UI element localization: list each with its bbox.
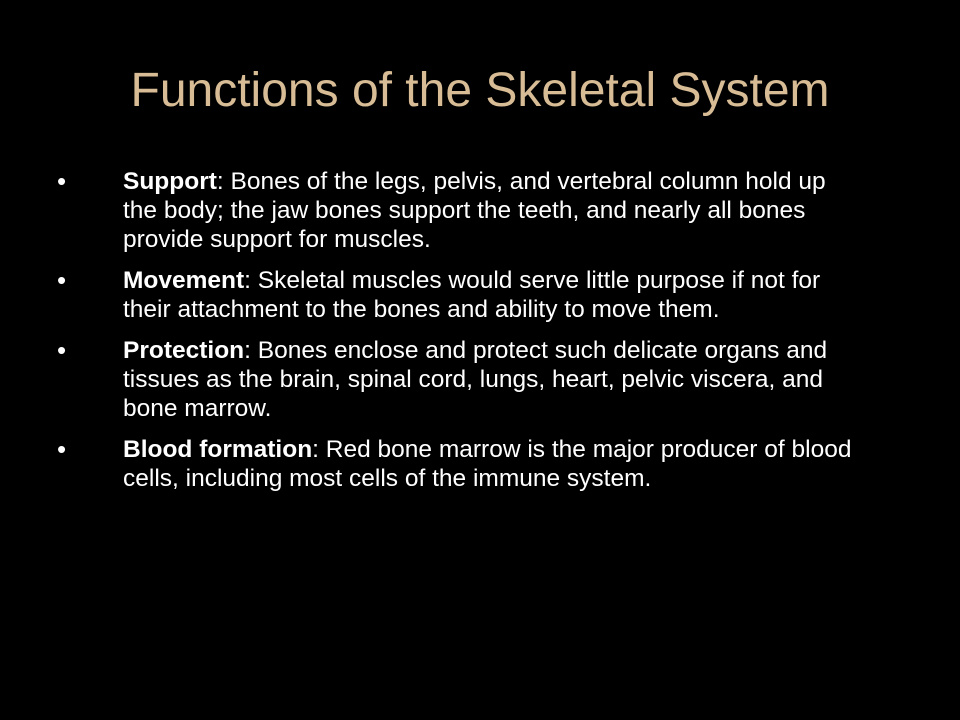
bullet-text — [123, 336, 863, 423]
bullet-term: Movement — [123, 267, 245, 294]
bullet-text — [123, 435, 863, 493]
bullet-text — [123, 167, 863, 254]
bullet-item-support — [0, 167, 960, 254]
bullet-description: : Bones enclose and protect such delicate organs and tissues as the brain, spinal cord, lungs, heart, pelvic viscera, and bone marrow. — [123, 337, 828, 422]
bullet-item-movement — [0, 266, 960, 324]
bullet-description: : Red bone marrow is the major producer of blood cells, including most cells of the immune system. — [123, 436, 852, 492]
bullet-item-blood-formation — [0, 435, 960, 493]
bullet-item-protection — [0, 336, 960, 423]
bullet-marker: • — [57, 265, 67, 295]
bullet-description: : Skeletal muscles would serve little purpose if not for their attachment to the bones and ability to move them. — [123, 267, 821, 323]
bullet-marker: • — [57, 166, 67, 196]
bullet-description: : Bones of the legs, pelvis, and vertebral column hold up the body; the jaw bones support the teeth, and nearly all bones provide support for muscles. — [123, 168, 826, 253]
slide-title: Functions of the Skeletal System — [130, 64, 830, 117]
bullet-term: Support — [123, 168, 217, 195]
bullet-term: Protection — [123, 337, 245, 364]
bullet-marker: • — [57, 434, 67, 464]
bullet-text — [123, 266, 863, 324]
bullet-term: Blood formation — [123, 436, 313, 463]
bullet-list — [0, 167, 960, 505]
bullet-marker: • — [57, 335, 67, 365]
